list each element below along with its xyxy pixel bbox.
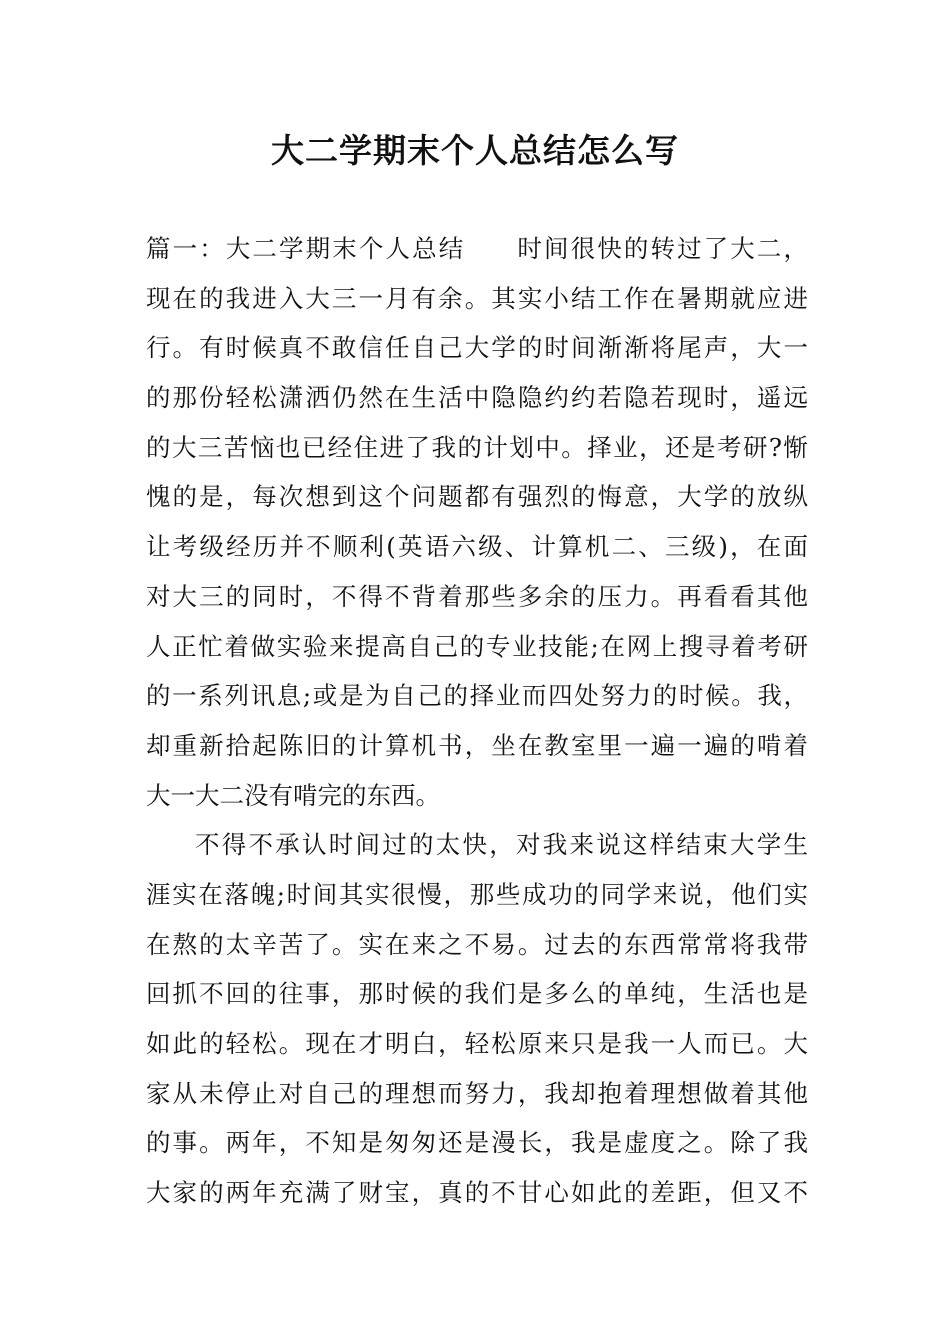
body-line: 的那份轻松潇洒仍然在生活中隐隐约约若隐若现时，遥远 (146, 383, 808, 413)
body-line: 人正忙着做实验来提高自己的专业技能;在网上搜寻着考研 (146, 631, 808, 661)
body-line: 如此的轻松。现在才明白，轻松原来只是我一人而已。大 (146, 1029, 808, 1058)
body-line: 让考级经历并不顺利(英语六级、计算机二、三级)，在面 (146, 532, 808, 562)
body-line: 不得不承认时间过的太快，对我来说这样结束大学生 (195, 830, 808, 860)
body-line: 却重新拾起陈旧的计算机书，坐在教室里一遍一遍的啃着 (146, 730, 808, 760)
paragraph-text: 时间很快的转过了大二， (515, 234, 809, 263)
body-line: 大一大二没有啃完的东西。 (146, 780, 440, 810)
body-line: 对大三的同时，不得不背着那些多余的压力。再看看其他 (146, 581, 808, 611)
document-body (146, 224, 808, 1218)
section-heading: 篇一：大二学期末个人总结 (146, 234, 466, 263)
body-line: 大家的两年充满了财宝，真的不甘心如此的差距，但又不 (146, 1178, 808, 1208)
body-line: 回抓不回的往事，那时候的我们是多么的单纯，生活也是 (146, 979, 808, 1009)
body-line: 的事。两年，不知是匆匆还是漫长，我是虚度之。除了我 (146, 1128, 808, 1158)
body-line: 行。有时候真不敢信任自己大学的时间渐渐将尾声，大一 (146, 333, 808, 363)
body-line: 的大三苦恼也已经住进了我的计划中。择业，还是考研?惭 (146, 432, 808, 462)
body-line: 在熬的太辛苦了。实在来之不易。过去的东西常常将我带 (146, 929, 808, 959)
body-line: 家从未停止对自己的理想而努力，我却抱着理想做着其他 (146, 1078, 808, 1108)
body-line (146, 224, 808, 274)
body-line: 现在的我进入大三一月有余。其实小结工作在暑期就应进 (146, 283, 808, 313)
body-line: 的一系列讯息;或是为自己的择业而四处努力的时候。我， (146, 681, 808, 711)
body-line: 涯实在落魄;时间其实很慢，那些成功的同学来说，他们实 (146, 879, 808, 909)
body-line: 愧的是，每次想到这个问题都有强烈的悔意，大学的放纵 (146, 482, 808, 512)
document-title: 大二学期末个人总结怎么写 (271, 131, 679, 170)
